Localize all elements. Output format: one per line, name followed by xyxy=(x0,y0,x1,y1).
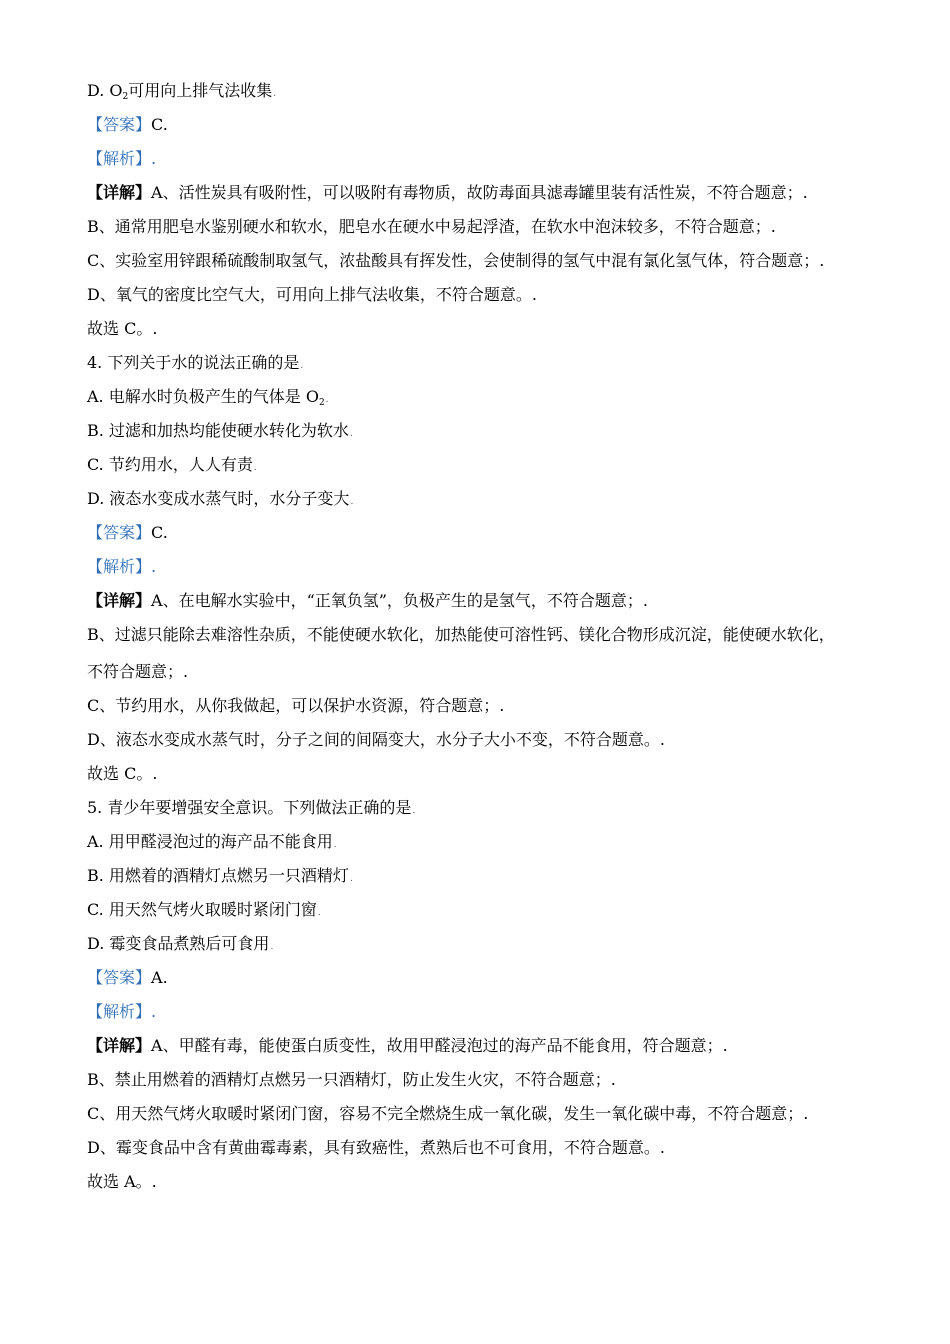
q3-option-d xyxy=(87,80,877,108)
q4-detail-a-text: A、在电解水实验中，“正氧负氢”，负极产生的是氢气，不符合题意；. xyxy=(151,591,649,610)
q5-option-c-text: C. 用天然气烤火取暖时紧闭门窗 xyxy=(87,900,317,919)
paragraph-mark: . xyxy=(349,429,353,439)
q4-analysis-tag: 【解析】. xyxy=(87,557,157,576)
q5-answer-value: A. xyxy=(151,968,168,987)
detail-tag: 【详解】 xyxy=(87,1036,152,1055)
q5-detail-d: D、霉变食品中含有黄曲霉毒素，具有致癌性，煮熟后也不可食用，不符合题意。. xyxy=(87,1138,665,1157)
q3-analysis-tag: 【解析】. xyxy=(87,149,157,168)
q5-option-a xyxy=(87,831,877,856)
q3-detail-a xyxy=(87,182,877,204)
q4-detail-b-line2: 不符合题意；. xyxy=(87,662,189,681)
paragraph-mark: . xyxy=(300,361,304,371)
paragraph-mark: . xyxy=(349,874,353,884)
q3-detail-b: B、通常用肥皂水鉴别硬水和软水，肥皂水在硬水中易起浮渣，在软水中泡沫较多，不符合题意；. xyxy=(87,217,776,236)
paragraph-mark: . xyxy=(412,806,416,816)
detail-tag: 【详解】 xyxy=(87,591,152,610)
q3-detail-c: C、实验室用锌跟稀硫酸制取氢气，浓盐酸具有挥发性，会使制得的氢气中混有氯化氢气体，符合题意；. xyxy=(87,251,825,270)
q5-analysis-tag: 【解析】. xyxy=(87,1002,157,1021)
q4-detail-b-line1: B、过滤只能除去难溶性杂质，不能使硬水软化，加热能使可溶性钙、镁化合物形成沉淀，能使硬水软化， xyxy=(87,625,835,644)
q4-detail-c: C、节约用水，从你我做起，可以保护水资源，符合题意；. xyxy=(87,696,505,715)
q4-stem xyxy=(87,352,877,377)
q5-detail-a xyxy=(87,1035,877,1057)
q3-detail-a-text: A、活性炭具有吸附性，可以吸附有毒物质，故防毒面具滤毒罐里装有活性炭，不符合题意；. xyxy=(151,183,808,202)
q3-detail-d: D、氧气的密度比空气大，可用向上排气法收集，不符合题意。. xyxy=(87,285,537,304)
q5-answer xyxy=(87,967,877,989)
paragraph-mark: . xyxy=(253,463,257,473)
q4-option-a-subscript: 2 xyxy=(318,398,325,408)
q4-option-c xyxy=(87,454,877,479)
q5-stem xyxy=(87,797,877,822)
paragraph-mark: . xyxy=(270,942,274,952)
q3-option-d-rest: 可用向上排气法收集 xyxy=(128,81,273,100)
q4-stem-text: 4. 下列关于水的说法正确的是 xyxy=(87,353,300,372)
q5-detail-c: C、用天然气烤火取暖时紧闭门窗，容易不完全燃烧生成一氧化碳，发生一氧化碳中毒，不符合题意；. xyxy=(87,1104,809,1123)
q3-answer-value: C. xyxy=(151,115,168,134)
answer-tag: 【答案】 xyxy=(87,523,152,542)
paragraph-mark: . xyxy=(273,89,277,99)
q4-option-d xyxy=(87,488,877,513)
q4-option-d-text: D. 液态水变成水蒸气时，水分子变大 xyxy=(87,489,350,508)
q5-detail-a-text: A、甲醛有毒，能使蛋白质变性，故用甲醛浸泡过的海产品不能食用，符合题意；. xyxy=(151,1036,728,1055)
q5-option-a-text: A. 用甲醛浸泡过的海产品不能食用 xyxy=(87,832,333,851)
paragraph-mark: . xyxy=(317,908,321,918)
q4-option-b xyxy=(87,420,877,445)
q4-detail-a xyxy=(87,590,877,612)
q5-conclusion: 故选 A。. xyxy=(87,1172,157,1191)
answer-tag: 【答案】 xyxy=(87,968,152,987)
paragraph-mark: . xyxy=(325,395,329,405)
q4-option-a xyxy=(87,386,877,414)
q4-option-a-text: A. 电解水时负极产生的气体是 O xyxy=(87,387,319,406)
q4-detail-d: D、液态水变成水蒸气时，分子之间的间隔变大，水分子大小不变，不符合题意。. xyxy=(87,730,665,749)
q4-answer-value: C. xyxy=(151,523,168,542)
q5-option-c xyxy=(87,899,877,924)
q3-answer xyxy=(87,114,877,136)
answer-tag: 【答案】 xyxy=(87,115,152,134)
q5-option-d xyxy=(87,933,877,958)
q5-detail-b: B、禁止用燃着的酒精灯点燃另一只酒精灯，防止发生火灾，不符合题意；. xyxy=(87,1070,616,1089)
q3-option-d-text: D. O xyxy=(87,81,123,100)
q4-conclusion: 故选 C。. xyxy=(87,764,158,783)
q4-option-c-text: C. 节约用水，人人有责 xyxy=(87,455,253,474)
q3-option-d-subscript: 2 xyxy=(122,92,129,102)
q5-stem-text: 5. 青少年要增强安全意识。下列做法正确的是 xyxy=(87,798,412,817)
q4-option-b-text: B. 过滤和加热均能使硬水转化为软水 xyxy=(87,421,349,440)
q5-option-b-text: B. 用燃着的酒精灯点燃另一只酒精灯 xyxy=(87,866,349,885)
q5-option-b xyxy=(87,865,877,890)
paragraph-mark: . xyxy=(350,497,354,507)
detail-tag: 【详解】 xyxy=(87,183,152,202)
q3-conclusion: 故选 C。. xyxy=(87,319,158,338)
q5-option-d-text: D. 霉变食品煮熟后可食用 xyxy=(87,934,270,953)
q4-answer xyxy=(87,522,877,544)
paragraph-mark: . xyxy=(333,840,337,850)
